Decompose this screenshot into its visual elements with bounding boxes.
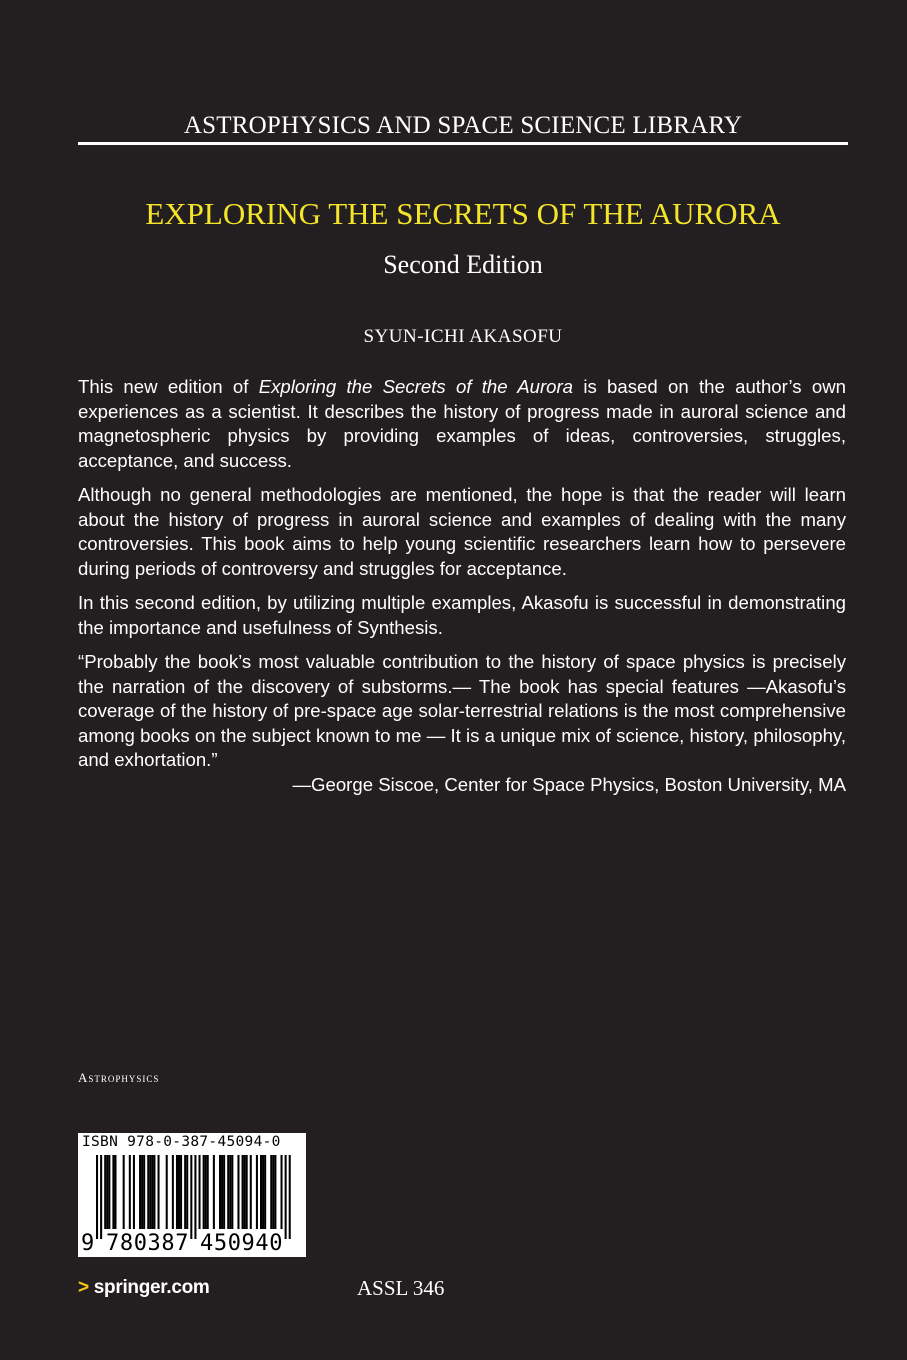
springer-arrow-icon: >	[78, 1277, 89, 1298]
ean-left-digits: 780387	[106, 1231, 190, 1256]
barcode-bar	[153, 1155, 155, 1229]
isbn-label: ISBN 978-0-387-45094-0	[82, 1134, 281, 1150]
barcode-bar	[166, 1155, 168, 1229]
springer-site-text: springer.com	[93, 1277, 210, 1298]
barcode-bar	[219, 1155, 221, 1229]
barcode-bar	[272, 1155, 274, 1229]
barcode-bar	[139, 1155, 141, 1229]
blurb-paragraph-2: Although no general methodologies are mentioned, the hope is that the reader will learn about the history of progress in auroral science and examples of dealing with the many controversies. This book aims to help young scientific researchers learn how to persevere during periods of controversy and struggles for acceptance.	[78, 484, 846, 579]
review-attribution: —George Siscoe, Center for Space Physics, Boston University, MA	[292, 773, 846, 795]
springer-link[interactable]	[78, 1277, 210, 1299]
barcode-bar	[242, 1155, 244, 1229]
blurb-p1-end: is based on the author’s own experiences as a scientist. It describes the history of progress made in auroral science and magnetospheric physics by providing examples of ideas, controversies, struggles, acceptance, and success.	[78, 376, 847, 471]
blurb-p1-start: This new edition of	[78, 376, 259, 397]
barcode-bar	[158, 1155, 160, 1229]
blurb-paragraph-3: In this second edition, by utilizing multiple examples, Akasofu is successful in demonstrating the importance and usefulness of Synthesis.	[78, 592, 846, 638]
barcode-bar	[270, 1155, 272, 1229]
barcode-bar	[194, 1155, 196, 1239]
barcode-bar	[147, 1155, 149, 1229]
barcode-bar	[250, 1155, 252, 1229]
barcode-bar	[100, 1155, 102, 1239]
barcode-bar	[112, 1155, 114, 1229]
barcode-bar	[221, 1155, 223, 1229]
barcode-bar	[231, 1155, 233, 1229]
isbn-barcode	[78, 1133, 306, 1257]
barcode-bar	[149, 1155, 151, 1229]
barcode-bar	[104, 1155, 106, 1229]
barcode-bar	[178, 1155, 180, 1229]
barcode-bar	[172, 1155, 174, 1229]
barcode-bar	[176, 1155, 178, 1229]
barcode-bar	[151, 1155, 153, 1229]
barcode-bar	[129, 1155, 131, 1229]
barcode-bar	[281, 1155, 283, 1229]
barcode-bar	[141, 1155, 143, 1229]
subject-category: Astrophysics	[78, 1070, 160, 1085]
barcode-bar	[180, 1155, 182, 1229]
barcode-bar	[285, 1155, 287, 1239]
barcode-bar	[244, 1155, 246, 1229]
barcode-bar	[274, 1155, 276, 1229]
book-author: SYUN-ICHI AKASOFU	[363, 326, 563, 347]
barcode-bar	[213, 1155, 215, 1229]
barcode-bar	[262, 1155, 264, 1229]
barcode-bar	[186, 1155, 188, 1229]
barcode-bar	[190, 1155, 192, 1239]
book-title: EXPLORING THE SECRETS OF THE AURORA	[145, 196, 781, 231]
series-volume: ASSL 346	[357, 1276, 445, 1300]
barcode-bar	[123, 1155, 125, 1229]
barcode-bar	[106, 1155, 108, 1229]
barcode-bar	[184, 1155, 186, 1229]
ean-first-digit: 9	[81, 1231, 95, 1256]
barcode-bar	[96, 1155, 98, 1239]
ean-right-digits: 450940	[200, 1231, 284, 1256]
barcode-bar	[143, 1155, 145, 1229]
series-title: ASTROPHYSICS AND SPACE SCIENCE LIBRARY	[183, 112, 743, 139]
barcode-bar	[203, 1155, 205, 1229]
barcode-bar	[260, 1155, 262, 1229]
barcode-bar	[205, 1155, 207, 1229]
barcode-bar	[199, 1155, 201, 1229]
barcode-bar	[133, 1155, 135, 1229]
barcode-bar	[108, 1155, 110, 1229]
barcode-bar	[227, 1155, 229, 1229]
barcode-bar	[207, 1155, 209, 1229]
blurb-p1-book-title: Exploring the Secrets of the Aurora	[258, 376, 574, 397]
book-edition: Second Edition	[383, 250, 543, 279]
blurb-paragraph-1	[78, 375, 846, 473]
barcode-bar	[114, 1155, 116, 1229]
barcode-bar	[246, 1155, 248, 1229]
barcode-bar	[256, 1155, 258, 1229]
barcode-bar	[229, 1155, 231, 1229]
barcode-bar	[223, 1155, 225, 1229]
barcode-bar	[264, 1155, 266, 1229]
blurb	[78, 375, 846, 807]
header-rule	[78, 142, 848, 145]
barcode-bar	[237, 1155, 239, 1229]
review-quote: “Probably the book’s most valuable contribution to the history of space physics is precisely the narration of the discovery of substorms.— The book has special features —Akasofu’s coverage of the history of pre-space age solar-terrestrial relations is the most comprehensive among books on the subject known to me — It is a unique mix of science, history, philosophy, and exhortation.”	[78, 651, 846, 770]
barcode-bar	[289, 1155, 291, 1239]
